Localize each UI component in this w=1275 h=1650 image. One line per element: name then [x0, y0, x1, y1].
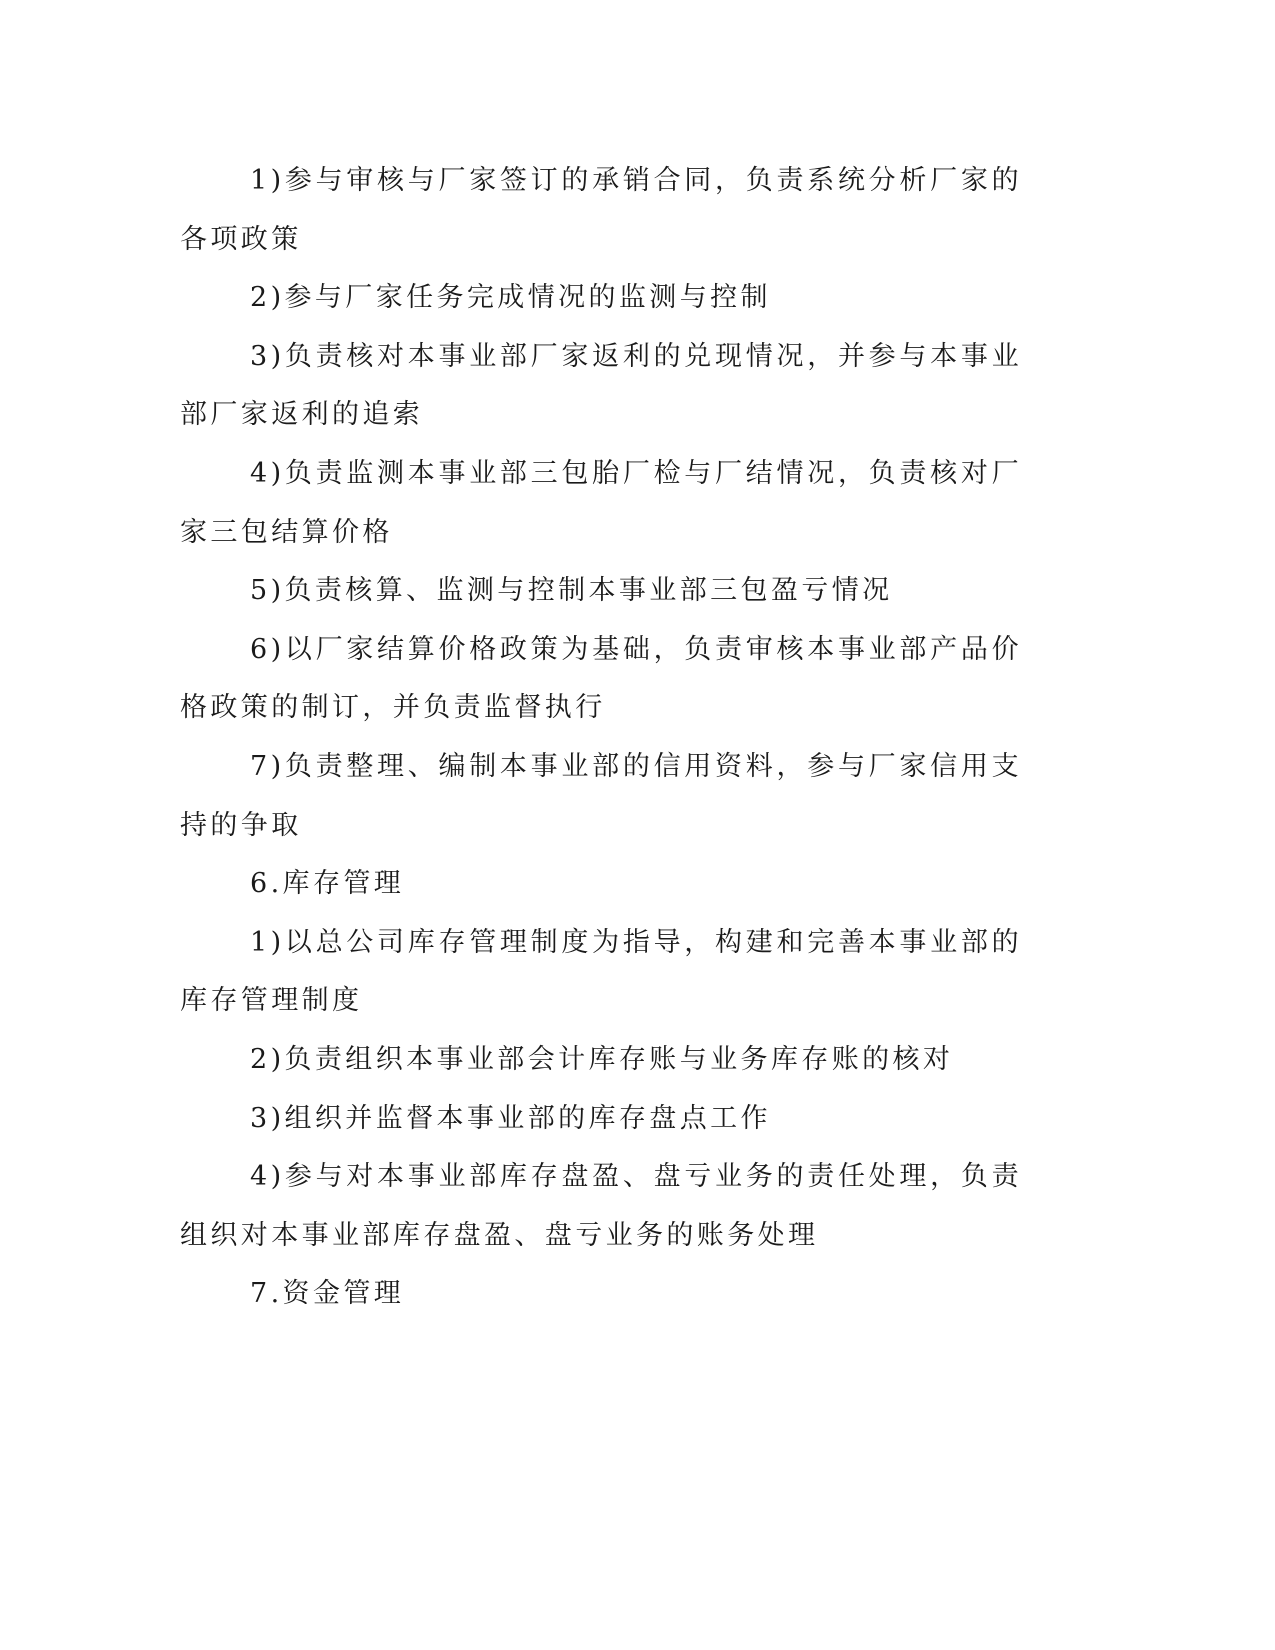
paragraph-item: 4)负责监测本事业部三包胎厂检与厂结情况，负责核对厂家三包结算价格: [180, 457, 1022, 548]
paragraph-item: 3)组织并监督本事业部的库存盘点工作: [250, 1102, 771, 1134]
paragraph-item: 2)负责组织本事业部会计库存账与业务库存账的核对: [250, 1043, 954, 1075]
paragraph-item: 4)参与对本事业部库存盘盈、盘亏业务的责任处理，负责组织对本事业部库存盘盈、盘亏业务的账务处理: [180, 1161, 1022, 1251]
paragraph-item: 3)负责核对本事业部厂家返利的兑现情况，并参与本事业部厂家返利的追索: [180, 340, 1022, 431]
paragraph-item: 5)负责核算、监测与控制本事业部三包盈亏情况: [250, 575, 893, 607]
paragraph-item: 1)参与审核与厂家签订的承销合同，负责系统分析厂家的各项政策: [180, 165, 1022, 255]
paragraph-item: 6)以厂家结算价格政策为基础，负责审核本事业部产品价格政策的制订，并负责监督执行: [180, 633, 1022, 724]
document-body: [180, 152, 1022, 1324]
paragraph-item: 2)参与厂家任务完成情况的监测与控制: [250, 282, 771, 314]
section-heading: 6.库存管理: [250, 868, 405, 900]
section-heading: 7.资金管理: [250, 1278, 405, 1310]
paragraph-item: 7)负责整理、编制本事业部的信用资料，参与厂家信用支持的争取: [180, 750, 1022, 841]
paragraph-item: 1)以总公司库存管理制度为指导，构建和完善本事业部的库存管理制度: [180, 926, 1022, 1017]
